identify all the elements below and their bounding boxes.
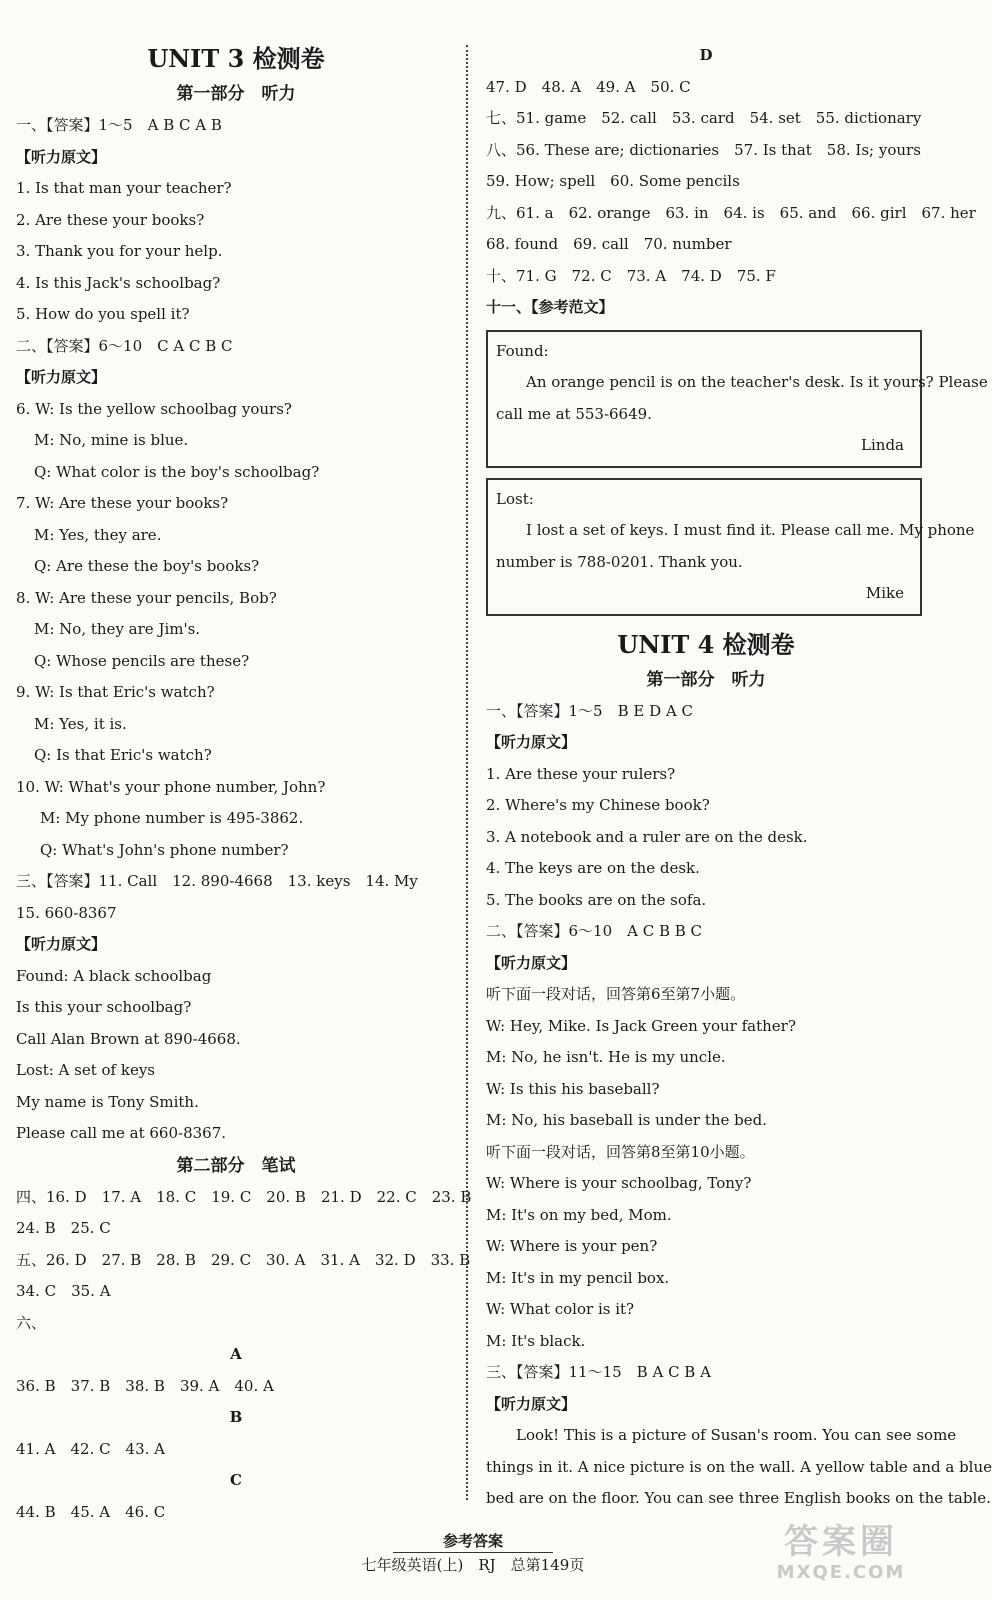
text-line: W: Hey, Mike. Is Jack Green your father? (486, 1016, 796, 1035)
text-line: Linda (861, 436, 904, 454)
section-title: 第二部分 笔试 (176, 1155, 296, 1176)
text-line: 24. B 25. C (16, 1219, 111, 1237)
text-line: 47. D 48. A 49. A 50. C (486, 77, 691, 96)
unit4-section (486, 626, 992, 1515)
section-title: 第一部分 听力 (646, 669, 766, 690)
text-line: 六、 (16, 1313, 47, 1332)
text-line: call me at 553-6649. (496, 404, 652, 423)
text-line: 15. 660-8367 (16, 903, 117, 922)
left-column (16, 40, 472, 1528)
text-line: 4. The keys are on the desk. (486, 859, 700, 877)
text-line: Lost: (496, 489, 534, 508)
text-line: Lost: A set of keys (16, 1061, 155, 1079)
text-line: things in it. A nice picture is on the wall. A yellow table and a blue (486, 1457, 992, 1476)
text-line: Q: Whose pencils are these? (34, 651, 250, 670)
text-line: Is this your schoolbag? (16, 998, 192, 1016)
watermark-text: 答案圈 (784, 1522, 898, 1562)
text-line: 59. How; spell 60. Some pencils (486, 172, 740, 190)
text-line: 三、【答案】11～15 B A C B A (486, 1363, 711, 1381)
text-line: Q: Is that Eric's watch? (34, 746, 212, 764)
text-line: bed are on the floor. You can see three English books on the table. (486, 1489, 991, 1507)
section-label: 【听力原文】 (16, 368, 107, 386)
text-line: M: No, his baseball is under the bed. (486, 1111, 768, 1129)
text-line: 44. B 45. A 46. C (16, 1502, 166, 1521)
text-line: 七、51. game 52. call 53. card 54. set 55. dictionary (486, 109, 922, 127)
text-line: My name is Tony Smith. (16, 1092, 199, 1111)
text-line: 9. W: Is that Eric's watch? (16, 683, 215, 701)
text-line: 十、71. G 72. C 73. A 74. D 75. F (486, 266, 776, 285)
passage-label: A (230, 1345, 242, 1363)
text-line: Look! This is a picture of Susan's room. You can see some (516, 1426, 957, 1444)
text-line: Q: What's John's phone number? (40, 840, 289, 859)
text-line: M: Yes, they are. (34, 525, 162, 544)
text-line: Found: (496, 341, 549, 360)
text-line: 5. The books are on the sofa. (486, 890, 707, 909)
text-line: 6. W: Is the yellow schoolbag yours? (16, 399, 292, 418)
column-divider (466, 45, 468, 1500)
text-line: M: It's black. (486, 1331, 586, 1350)
section-label: 【听力原文】 (486, 1394, 577, 1413)
text-line: Q: Are these the boy's books? (34, 557, 260, 575)
text-line: 3. A notebook and a ruler are on the desk. (486, 827, 808, 846)
passage-label: C (230, 1471, 242, 1489)
text-line: I lost a set of keys. I must find it. Please call me. My phone (526, 521, 975, 539)
text-line: 5. How do you spell it? (16, 305, 190, 323)
text-line: Q: What color is the boy's schoolbag? (34, 462, 320, 481)
watermark-logo (746, 1522, 936, 1592)
text-line: 41. A 42. C 43. A (16, 1439, 166, 1458)
text-line: M: It's in my pencil box. (486, 1268, 670, 1287)
text-line: Mike (865, 584, 904, 602)
text-line: 一、【答案】1～5 A B C A B (16, 116, 222, 134)
passage-label: B (229, 1408, 243, 1426)
footer-title: 参考答案 (442, 1532, 503, 1550)
text-line: M: Yes, it is. (34, 714, 127, 733)
text-line: 听下面一段对话，回答第8至第10小题。 (486, 1142, 755, 1161)
text-line: 二、【答案】6～10 C A C B C (16, 336, 233, 355)
text-line: 4. Is this Jack's schoolbag? (16, 273, 221, 292)
section-title: 第一部分 听力 (176, 84, 296, 104)
section-label: 【听力原文】 (16, 147, 107, 166)
footer-info: 七年级英语(上) RJ 总第149页 (361, 1556, 585, 1574)
right-column (486, 40, 992, 1515)
text-line: 八、56. These are; dictionaries 57. Is that 58. Is; yours (486, 140, 921, 159)
text-line: Found: A black schoolbag (16, 966, 212, 985)
text-line: Call Alan Brown at 890-4668. (16, 1029, 241, 1048)
text-line: M: No, he isn't. He is my uncle. (486, 1048, 726, 1066)
text-line: An orange pencil is on the teacher's desk. Is it yours? Please (526, 373, 988, 391)
text-line: 8. W: Are these your pencils, Bob? (16, 588, 277, 607)
text-line: 二、【答案】6～10 A C B B C (486, 922, 703, 940)
text-line: 四、16. D 17. A 18. C 19. C 20. B 21. D 22. C 23. B (16, 1187, 472, 1206)
text-line: 36. B 37. B 38. B 39. A 40. A (16, 1376, 274, 1395)
text-line: M: No, they are Jim's. (34, 620, 201, 638)
section-label: 【听力原文】 (16, 935, 107, 953)
text-line: W: What color is it? (486, 1300, 635, 1318)
section-label: 【听力原文】 (486, 733, 577, 751)
text-line: 五、26. D 27. B 28. B 29. C 30. A 31. A 32. D 33. B (16, 1250, 471, 1269)
text-line: 2. Are these your books? (16, 210, 205, 229)
text-line: number is 788-0201. Thank you. (496, 552, 743, 571)
text-line: W: Where is your pen? (486, 1237, 658, 1255)
text-line: 3. Thank you for your help. (16, 242, 223, 260)
section-label: 十一、【参考范文】 (486, 298, 614, 316)
passage-label: D (699, 46, 713, 64)
text-line: Please call me at 660-8367. (16, 1124, 227, 1142)
text-line: 听下面一段对话，回答第6至第7小题。 (486, 985, 746, 1003)
watermark-url: MXQE.COM (776, 1562, 906, 1583)
section-label: 【听力原文】 (486, 953, 577, 972)
right-top-section (486, 40, 976, 324)
text-line: 68. found 69. call 70. number (486, 235, 732, 253)
text-line: M: It's on my bed, Mom. (486, 1205, 672, 1224)
text-line: 一、【答案】1～5 B E D A C (486, 701, 693, 720)
text-line: M: No, mine is blue. (34, 431, 189, 449)
text-line: 九、61. a 62. orange 63. in 64. is 65. and 66. girl 67. her (486, 203, 976, 222)
text-line: 1. Is that man your teacher? (16, 179, 232, 197)
text-line: 34. C 35. A (16, 1282, 111, 1300)
essay-box-found (486, 330, 988, 468)
unit-title: UNIT 4 检测卷 (617, 629, 795, 659)
text-line: 1. Are these your rulers? (486, 764, 676, 783)
text-line: 三、【答案】11. Call 12. 890-4668 13. keys 14. My (16, 872, 418, 890)
unit-title: UNIT 3 检测卷 (147, 44, 325, 73)
text-line: M: My phone number is 495-3862. (40, 809, 304, 827)
text-line: W: Is this his baseball? (486, 1079, 660, 1098)
text-line: W: Where is your schoolbag, Tony? (486, 1174, 752, 1192)
text-line: 7. W: Are these your books? (16, 494, 229, 512)
text-line: 2. Where's my Chinese book? (486, 796, 710, 814)
text-line: 10. W: What's your phone number, John? (16, 777, 326, 796)
essay-box-lost (486, 478, 975, 616)
